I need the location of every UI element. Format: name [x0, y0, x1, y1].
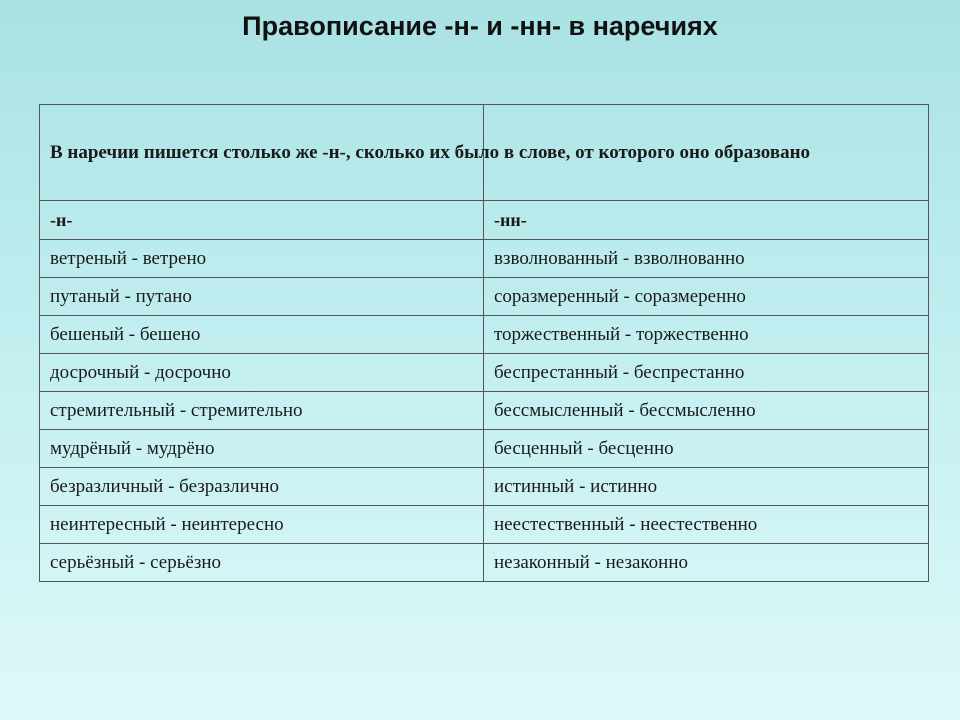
- double-n-example: бессмысленный - бессмысленно: [484, 392, 929, 430]
- single-n-example: бешеный - бешено: [40, 316, 484, 354]
- table-row: [40, 544, 929, 582]
- single-n-example: досрочный - досрочно: [40, 354, 484, 392]
- single-n-example: неинтересный - неинтересно: [40, 506, 484, 544]
- single-n-example: безразличный - безразлично: [40, 468, 484, 506]
- single-n-example: ветреный - ветрено: [40, 240, 484, 278]
- column-header-single-n: -н-: [40, 201, 484, 240]
- single-n-example: мудрёный - мудрёно: [40, 430, 484, 468]
- rule-cell: В наречии пишется столько же -н-, сколько их было в слове, от которого оно образовано: [40, 105, 484, 201]
- single-n-example: серьёзный - серьёзно: [40, 544, 484, 582]
- table-row: [40, 468, 929, 506]
- table-row: [40, 430, 929, 468]
- double-n-example: соразмеренный - соразмеренно: [484, 278, 929, 316]
- double-n-example: беспрестанный - беспрестанно: [484, 354, 929, 392]
- table-row: [40, 392, 929, 430]
- table-row: [40, 506, 929, 544]
- double-n-example: неестественный - неестественно: [484, 506, 929, 544]
- double-n-example: незаконный - незаконно: [484, 544, 929, 582]
- table-row: [40, 354, 929, 392]
- table-row: [40, 316, 929, 354]
- suffix-header-row: [40, 201, 929, 240]
- slide-title: Правописание -н- и -нн- в наречиях: [242, 11, 718, 41]
- table-row: [40, 240, 929, 278]
- single-n-example: путаный - путано: [40, 278, 484, 316]
- spelling-rules-table: [39, 104, 929, 582]
- column-header-double-n: -нн-: [484, 201, 929, 240]
- rule-row: [40, 105, 929, 201]
- table-row: [40, 278, 929, 316]
- double-n-example: бесценный - бесценно: [484, 430, 929, 468]
- double-n-example: торжественный - торжественно: [484, 316, 929, 354]
- double-n-example: истинный - истинно: [484, 468, 929, 506]
- single-n-example: стремительный - стремительно: [40, 392, 484, 430]
- double-n-example: взволнованный - взволнованно: [484, 240, 929, 278]
